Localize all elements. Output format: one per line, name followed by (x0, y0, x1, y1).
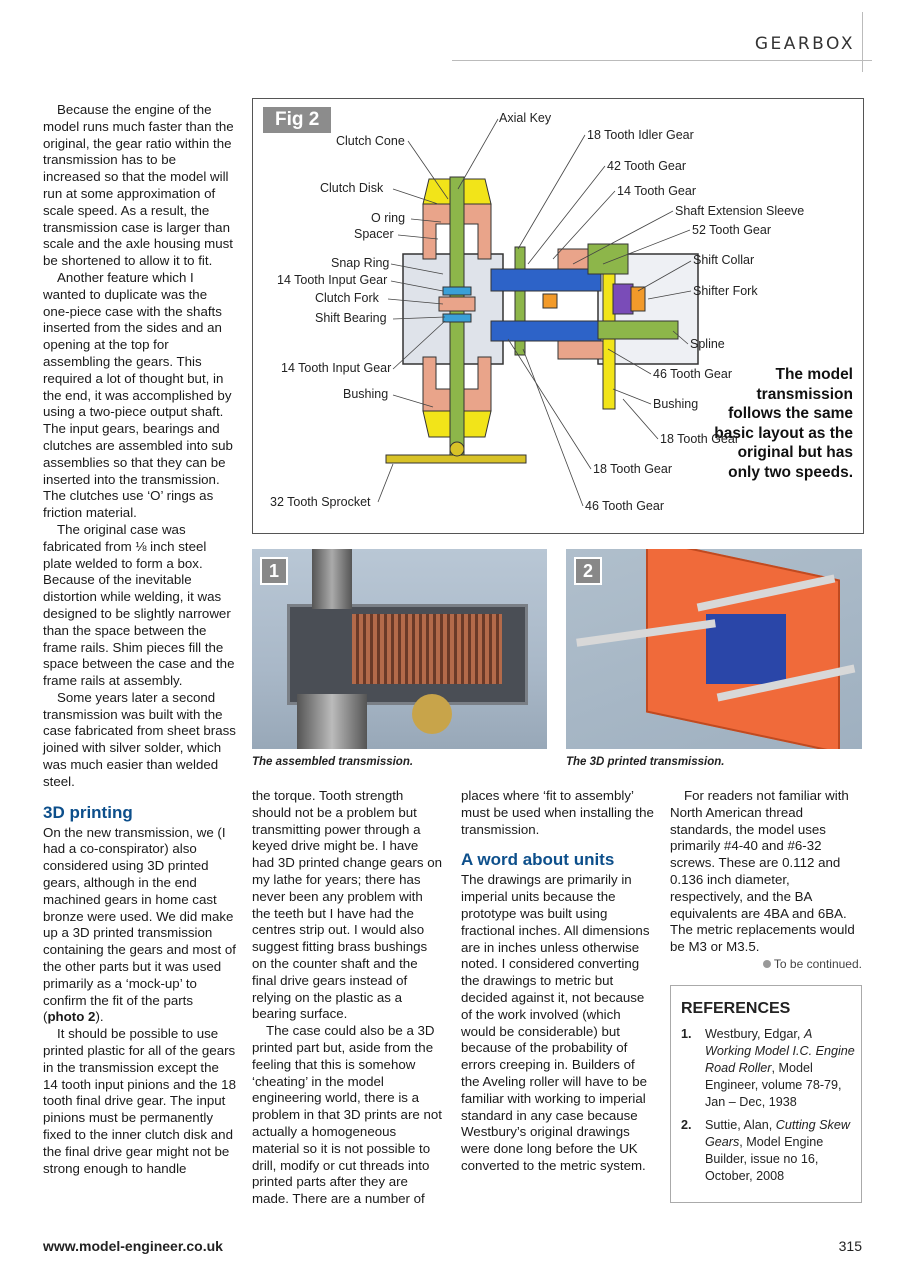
paragraph: Some years later a second transmission was built with the case fabricated from sheet brass joined with silver solder, which was much easier than welded steel. (43, 689, 236, 789)
figure-2 (252, 98, 864, 534)
input-gear-bottom (443, 314, 471, 322)
counter-gear (491, 269, 601, 291)
header-rule (452, 60, 872, 61)
reference-item (681, 1117, 855, 1185)
photo-1-clutch-bottom (297, 694, 367, 749)
shift-bearing-right (543, 294, 557, 308)
label-input-gear-top: 14 Tooth Input Gear (277, 273, 388, 287)
text-column-3 (461, 788, 654, 1175)
paragraph: places where ‘fit to assembly’ must be used when installing the transmission. (461, 788, 654, 837)
reference-title: Cutting Skew Gears (705, 1118, 850, 1149)
photo-1-clutch-top (312, 549, 352, 609)
text-column-1 (43, 102, 237, 1177)
label-shift-collar: Shift Collar (693, 253, 755, 267)
reference-author: Westbury, Edgar, (705, 1027, 804, 1041)
label-42-tooth-gear: 42 Tooth Gear (607, 159, 686, 173)
photo-1 (252, 549, 547, 749)
bullet-icon (763, 960, 771, 968)
figure-caption: The model transmission follows the same basic layout as the original but has only two speeds. (714, 366, 853, 481)
paragraph: Because the engine of the model runs much faster than the original, the gear ratio within the transmission has to be increased so that the model will run at some approximation of scale speed. As a result, the transmission case is larger than scale and the axle housing must be shortened to allow it to fit. (43, 102, 234, 269)
section-heading-units: A word about units (461, 850, 615, 870)
shift-collar (613, 284, 633, 314)
label-clutch-cone: Clutch Cone (336, 134, 405, 148)
photo-ref: photo 2 (47, 1009, 96, 1025)
photo-1-gear (412, 694, 452, 734)
label-sprocket: 32 Tooth Sprocket (270, 495, 371, 509)
paragraph: The original case was fabricated from ⅛ inch steel plate welded to form a box. Because of the inevitable distortion while welding, it was designed to be slightly narrower than the space between the frame rails. Shim pieces fill the space between the case and the frame rails at assembly. (43, 521, 235, 689)
label-18-tooth-gear-b: 18 Tooth Gear (593, 462, 672, 476)
photo-2-caption: The 3D printed transmission. (566, 756, 725, 768)
photo-number-2: 2 (574, 557, 602, 585)
reference-item (681, 1026, 855, 1111)
figure-tag: Fig 2 (263, 107, 331, 133)
photo-2-gears (706, 614, 786, 684)
label-shaft-extension-sleeve: Shaft Extension Sleeve (675, 204, 805, 218)
label-shift-bearing: Shift Bearing (315, 311, 387, 325)
label-clutch-disk: Clutch Disk (320, 181, 384, 195)
reference-title: A Working Model I.C. Engine Road Roller (705, 1027, 855, 1075)
to-be-continued-text: To be continued. (773, 957, 862, 971)
to-be-continued (763, 957, 862, 971)
label-46-tooth-gear-b: 46 Tooth Gear (585, 499, 664, 513)
photo-1-gears (352, 614, 502, 684)
label-14-tooth-gear: 14 Tooth Gear (617, 184, 696, 198)
paragraph-end: ). (95, 1009, 104, 1025)
label-input-gear-bottom: 14 Tooth Input Gear (281, 361, 392, 375)
label-18-tooth-gear-a: 18 Tooth Gear (660, 432, 739, 446)
label-clutch-fork: Clutch Fork (315, 291, 379, 305)
spline-gear (598, 321, 678, 339)
reference-number: 2. (681, 1118, 692, 1132)
header-vertical-rule (862, 12, 863, 72)
footer-url[interactable]: www.model-engineer.co.uk (43, 1238, 223, 1254)
sprocket-hub (450, 442, 464, 456)
photo-2 (566, 549, 862, 749)
reference-text (705, 1117, 855, 1185)
paragraph: For readers not familiar with North American thread standards, the model uses primarily #4-40 and #6-32 screws. These are 0.112 and 0.136 inch diameter, respectively, and the BA equivalents are 4BA and 6BA. The metric replacements would be M3 or M3.5. (670, 788, 855, 955)
label-spacer: Spacer (354, 227, 394, 241)
paragraph: Another feature which I wanted to duplicate was the one-piece case with the shafts inserted from the sides and an opening at the top for assembling the gears. This required a lot of thought but, in the end, it was accomplished by using a two-piece output shaft. The input gears, bearings and clutches are assembled into sub assemblies so that they can be inserted into the transmission. The clutches use ‘O’ rings as friction material. (43, 269, 233, 521)
reference-number: 1. (681, 1027, 692, 1041)
label-o-ring: O ring (371, 211, 406, 225)
label-axial-key: Axial Key (499, 111, 552, 125)
text-column-2 (252, 788, 444, 1208)
reference-rest: , Model Engineer, volume 78-79, Jan – Dec, 1938 (705, 1061, 842, 1109)
large-gear-bottom (558, 341, 608, 359)
input-gear-top (443, 287, 471, 295)
label-snap-ring: Snap Ring (331, 256, 390, 270)
page-number: 315 (838, 1238, 862, 1254)
section-title: GEARBOX (754, 34, 855, 54)
photo-1-caption: The assembled transmission. (252, 756, 414, 768)
counter-gear-lower (491, 321, 601, 341)
reference-author: Suttie, Alan, (705, 1118, 776, 1132)
paragraph: the torque. Tooth strength should not be a problem but transmitting power through a keyed drive might be. I have had 3D printed change gears on my lathe for years; there has never been any problem with the teeth but I have had the centres strip out. I would also suggest fitting brass bushings on the counter shaft and the final drive gears instead of relying on the plastic as a bearing surface. (252, 788, 442, 1022)
output-shaft-top (588, 244, 628, 274)
label-shifter-fork: Shifter Fork (693, 284, 758, 298)
label-bushing-left: Bushing (343, 387, 389, 401)
paragraph: It should be possible to use printed plastic for all of the gears in the transmission except the 14 tooth input pinions and the 18 tooth final drive gear. The input pinions must be permanently fixed to the inner clutch disk and the final drive gear might not be strong enough to handle (43, 1026, 236, 1176)
text-column-4 (670, 788, 864, 956)
paragraph: The case could also be a 3D printed part but, aside from the feeling that this is somehow ‘cheating’ in the model engineering world, there is a problem in that 3D prints are not actually a homogeneous material so it is not possible to drill, modify or cut threads into printed parts after they are made. There are a number of (252, 1023, 442, 1207)
label-spline: Spline (690, 337, 725, 351)
section-heading-3d-printing: 3D printing (43, 802, 133, 822)
reference-text (705, 1026, 855, 1111)
clutch-fork (439, 297, 475, 311)
paragraph (43, 825, 237, 1027)
label-46-tooth-gear-a: 46 Tooth Gear (653, 367, 732, 381)
paragraph: The drawings are primarily in imperial units because the prototype was built using fractional inches. All dimensions are in inches unless otherwise noted. I considered converting the drawings to metric but decided against it, not because of the work involved (which would be considerable) but because of the probability of errors creeping in. Builders of the Aveling roller will have to be familiar with working to imperial standard in any case because Westbury’s original drawings were done long before the UK converted to the metric system. (461, 872, 650, 1173)
paragraph-text: On the new transmission, we (I had a co-conspirator) also considered using 3D printed gears, although in the end machined gears in home cast bronze were used. We did make up a 3D printed transmission containing the gears and most of the other parts but it was used primarily as a ‘mock-up’ to confirm the fit of the parts ( (43, 824, 236, 1025)
label-idler-gear: 18 Tooth Idler Gear (587, 128, 694, 142)
label-52-tooth-gear: 52 Tooth Gear (692, 223, 771, 237)
reference-rest: , Model Engine Builder, issue no 16, October, 2008 (705, 1135, 824, 1183)
photo-number-1: 1 (260, 557, 288, 585)
references-title: REFERENCES (681, 1000, 791, 1017)
references-box (670, 985, 862, 1203)
label-bushing-right: Bushing (653, 397, 699, 411)
